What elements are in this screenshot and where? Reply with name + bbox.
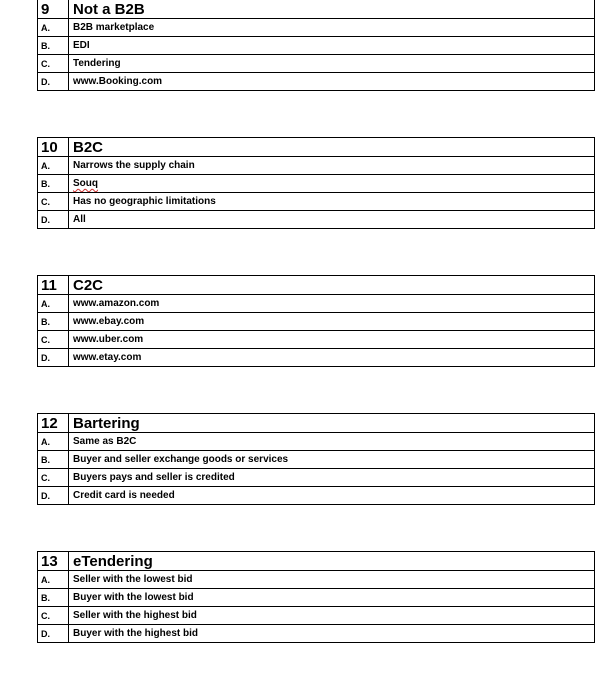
- option-text: Buyers pays and seller is credited: [69, 469, 595, 487]
- option-letter: C.: [38, 193, 69, 211]
- option-text: www.uber.com: [69, 331, 595, 349]
- option-row: [38, 19, 595, 37]
- option-text: Same as B2C: [69, 433, 595, 451]
- option-row: [38, 157, 595, 175]
- option-row: [38, 433, 595, 451]
- question-header: [38, 276, 595, 295]
- question-number: 9: [38, 0, 69, 19]
- option-text: Buyer and seller exchange goods or services: [69, 451, 595, 469]
- option-row: [38, 589, 595, 607]
- option-row: [38, 331, 595, 349]
- option-letter: B.: [38, 313, 69, 331]
- option-row: [38, 211, 595, 229]
- question-header: [38, 552, 595, 571]
- option-text: Has no geographic limitations: [69, 193, 595, 211]
- question-title: eTendering: [69, 552, 595, 571]
- option-text: B2B marketplace: [69, 19, 595, 37]
- option-letter: C.: [38, 331, 69, 349]
- option-row: [38, 487, 595, 505]
- option-letter: A.: [38, 571, 69, 589]
- option-letter: C.: [38, 607, 69, 625]
- option-letter: D.: [38, 349, 69, 367]
- question-header: [38, 0, 595, 19]
- option-text: Seller with the lowest bid: [69, 571, 595, 589]
- option-letter: C.: [38, 55, 69, 73]
- question-title: B2C: [69, 138, 595, 157]
- option-row: [38, 295, 595, 313]
- option-letter: D.: [38, 211, 69, 229]
- spellcheck-word: Souq: [73, 178, 98, 189]
- option-row: [38, 175, 595, 193]
- question-number: 11: [38, 276, 69, 295]
- question-number: 10: [38, 138, 69, 157]
- question-header: [38, 138, 595, 157]
- question-block-11: [37, 275, 595, 367]
- question-block-10: [37, 137, 595, 229]
- option-letter: A.: [38, 295, 69, 313]
- question-title: Not a B2B: [69, 0, 595, 19]
- option-text: www.amazon.com: [69, 295, 595, 313]
- option-text: Buyer with the highest bid: [69, 625, 595, 643]
- option-text: EDI: [69, 37, 595, 55]
- option-letter: B.: [38, 589, 69, 607]
- question-block-12: [37, 413, 595, 505]
- option-row: [38, 193, 595, 211]
- question-block-13: [37, 551, 595, 643]
- option-letter: D.: [38, 487, 69, 505]
- option-text: Buyer with the lowest bid: [69, 589, 595, 607]
- question-header: [38, 414, 595, 433]
- option-text: [69, 175, 595, 193]
- option-text: All: [69, 211, 595, 229]
- option-text: www.Booking.com: [69, 73, 595, 91]
- option-letter: A.: [38, 157, 69, 175]
- option-row: [38, 73, 595, 91]
- option-text: Credit card is needed: [69, 487, 595, 505]
- option-row: [38, 607, 595, 625]
- option-letter: D.: [38, 625, 69, 643]
- question-title: C2C: [69, 276, 595, 295]
- option-letter: A.: [38, 433, 69, 451]
- option-row: [38, 625, 595, 643]
- option-row: [38, 313, 595, 331]
- option-letter: A.: [38, 19, 69, 37]
- question-title: Bartering: [69, 414, 595, 433]
- option-text: www.etay.com: [69, 349, 595, 367]
- option-text: Tendering: [69, 55, 595, 73]
- question-block-9: [37, 0, 595, 91]
- option-text: www.ebay.com: [69, 313, 595, 331]
- option-row: [38, 349, 595, 367]
- option-row: [38, 37, 595, 55]
- question-number: 13: [38, 552, 69, 571]
- option-letter: B.: [38, 37, 69, 55]
- option-letter: D.: [38, 73, 69, 91]
- option-row: [38, 55, 595, 73]
- option-row: [38, 571, 595, 589]
- option-letter: B.: [38, 175, 69, 193]
- option-text: Seller with the highest bid: [69, 607, 595, 625]
- option-letter: B.: [38, 451, 69, 469]
- option-row: [38, 469, 595, 487]
- option-letter: C.: [38, 469, 69, 487]
- question-number: 12: [38, 414, 69, 433]
- option-row: [38, 451, 595, 469]
- option-text: Narrows the supply chain: [69, 157, 595, 175]
